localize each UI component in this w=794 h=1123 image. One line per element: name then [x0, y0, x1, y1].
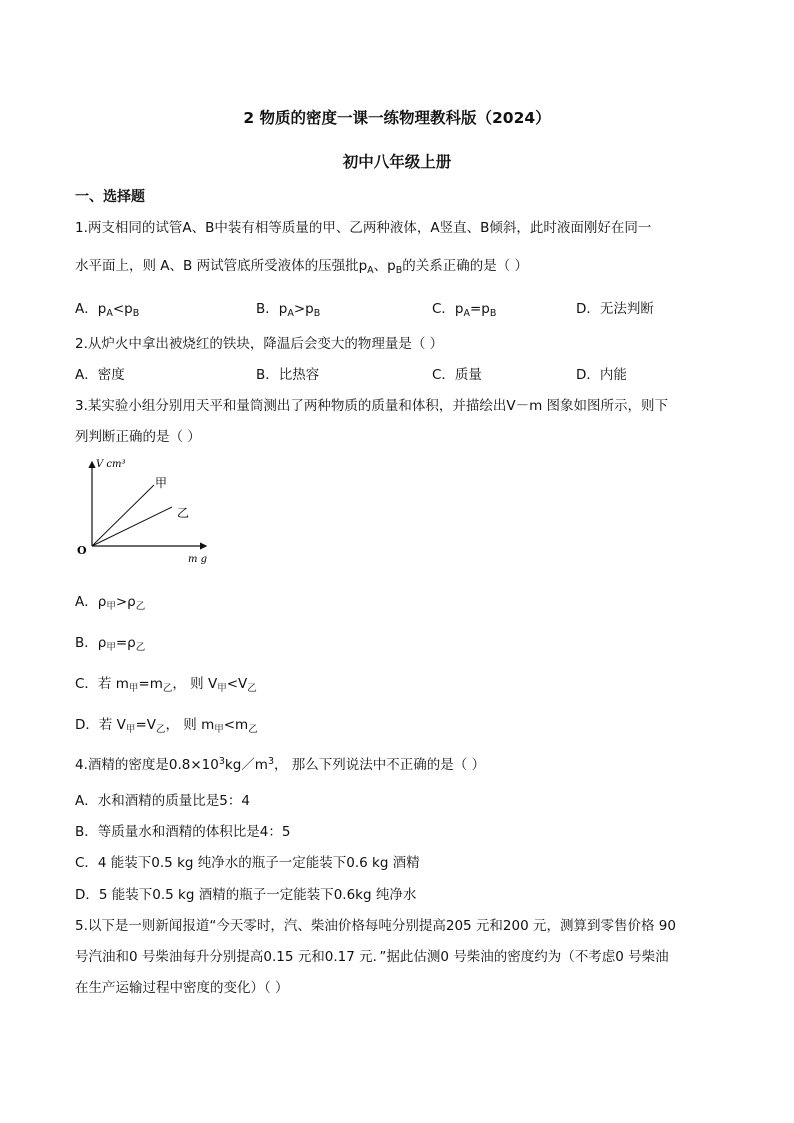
v-m-graph — [74, 456, 214, 568]
q5-stem-line2: 号汽油和0 号柴油每升分别提高0.15 元和0.17 元．”据此估测0 号柴油的密度约为（不考虑0 号柴油 — [75, 949, 669, 965]
q2-stem: 2.从炉火中拿出被烧红的铁块，降温后会变大的物理量是（ ） — [75, 336, 444, 352]
y-axis-label: V cm³ — [96, 459, 126, 470]
line-yi — [92, 507, 172, 546]
q4-option-c: C．4 能装下0.5 kg 纯净水的瓶子一定能装下0.6 kg 酒精 — [75, 855, 420, 871]
q3-option-d: D．若 $V_甲=V_乙$， 则 $m_甲<m_乙$ — [75, 717, 258, 735]
q3-option-c: C．若 $m_甲=m_乙$， 则 $V_甲<V_乙$ — [75, 676, 257, 694]
q3-stem-line1: 3.某实验小组分别用天平和量筒测出了两种物质的质量和体积，并描绘出V－m 图象如图所示，则下 — [75, 398, 669, 414]
q1-stem-line1: 1.两支相同的试管A、B中装有相等质量的甲、乙两种液体，A竖直、B倾斜，此时液面刚好在同一 — [75, 220, 652, 236]
q1-stem-line2: 水平面上，则 A、B 两试管底所受液体的压强批$p_A$、$p_B$的关系正确的是（ ） — [75, 258, 529, 276]
q1-option-d: D．无法判断 — [576, 301, 654, 317]
q4-option-b: B．等质量水和酒精的体积比是4：5 — [75, 824, 291, 840]
document-subtitle: 初中八年级上册 — [342, 153, 452, 171]
q1-option-b: B．$p_A>p_B$ — [256, 301, 321, 319]
section-heading: 一、选择题 — [75, 189, 145, 205]
q4-option-d: D．5 能装下0.5 kg 酒精的瓶子一定能装下0.6kg 纯净水 — [75, 887, 417, 903]
line-yi-label: 乙 — [177, 506, 190, 520]
q3-option-b: B．$\rho_甲=\rho_乙$ — [75, 635, 146, 653]
q2-option-d: D．内能 — [576, 367, 627, 383]
q3-option-a: A．$\rho_甲>\rho_乙$ — [75, 594, 146, 612]
q1-option-c: C．$p_A=p_B$ — [432, 301, 497, 319]
line-jia-label: 甲 — [155, 476, 168, 490]
q4-stem: 4.酒精的密度是$0.8\times 10^3kg/m^3$， 那么下列说法中不正确的是（ ） — [75, 756, 486, 773]
q5-stem-line1: 5.以下是一则新闻报道“今天零时，汽、柴油价格每吨分别提高205 元和200 元，测算到零售价格 90 — [75, 918, 676, 934]
origin-label: O — [77, 544, 87, 557]
x-axis-label: m g — [188, 554, 208, 565]
line-jia — [92, 485, 154, 546]
q2-option-b: B．比热容 — [256, 367, 320, 383]
document-title: 2 物质的密度一课一练物理教科版（2024） — [243, 109, 551, 127]
q2-option-c: C．质量 — [432, 367, 482, 383]
q2-option-a: A．密度 — [75, 367, 125, 383]
q5-stem-line3: 在生产运输过程中密度的变化）（ ） — [75, 980, 289, 996]
q4-option-a: A．水和酒精的质量比是5：4 — [75, 793, 250, 809]
q3-stem-line2: 列判断正确的是（ ） — [75, 429, 201, 445]
q1-option-a: A．$p_A<p_B$ — [75, 301, 140, 319]
